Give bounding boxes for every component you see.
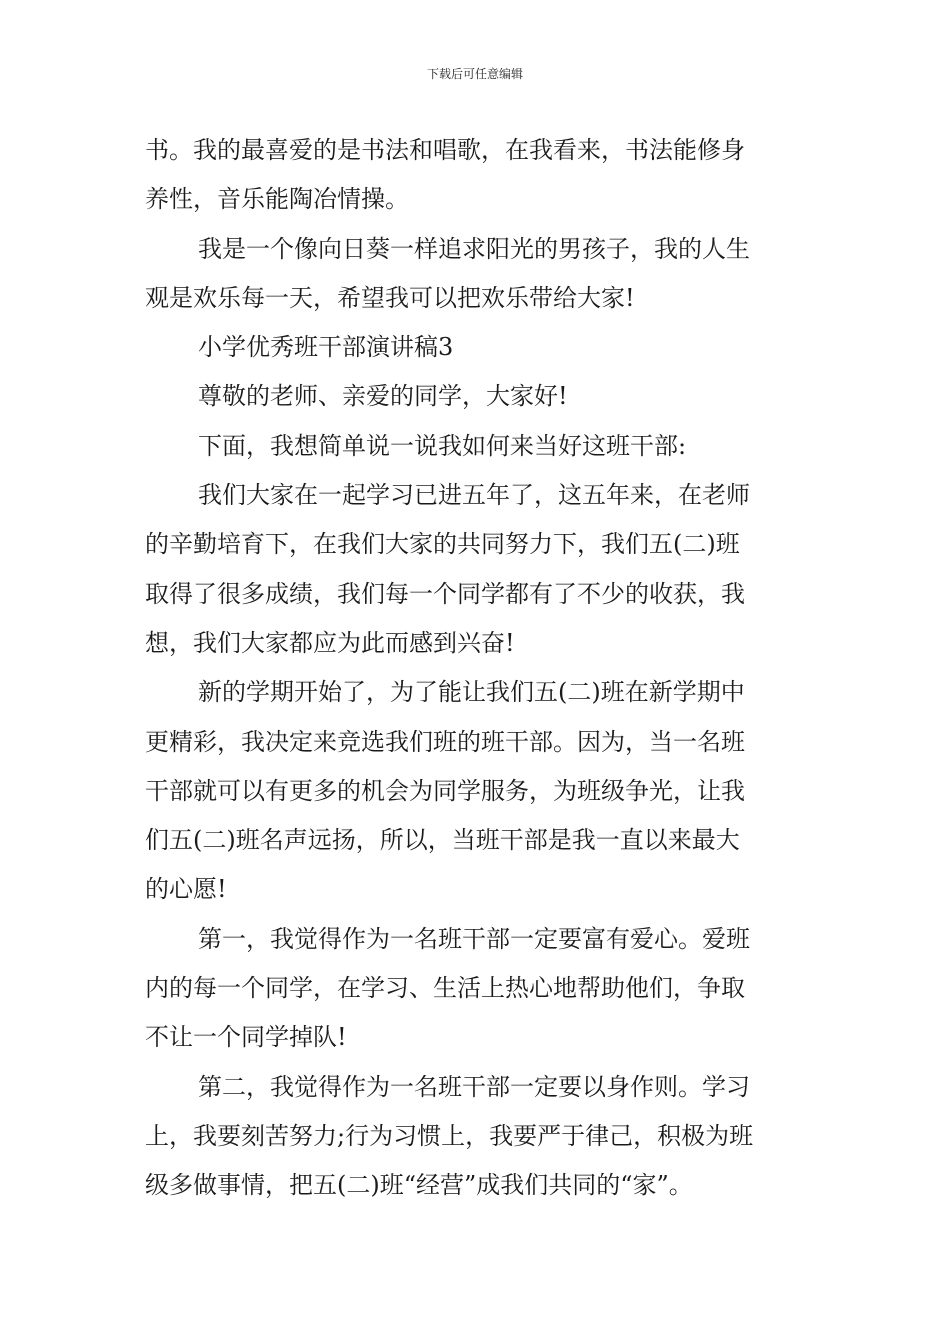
paragraph: [145, 422, 813, 471]
text-line: 取得了很多成绩，我们每一个同学都有了不少的收获，我: [145, 579, 745, 608]
text-line: 第一，我觉得作为一名班干部一定要富有爱心。爱班: [198, 924, 750, 953]
text-line: 小学优秀班干部演讲稿3: [198, 333, 454, 362]
text-line: 新的学期开始了，为了能让我们五(二)班在新学期中: [198, 678, 745, 707]
paragraph: [145, 668, 813, 914]
paragraph: [145, 225, 813, 324]
text-line: 不让一个同学掉队!: [145, 1023, 347, 1052]
page-header: 下载后可任意编辑: [426, 67, 523, 81]
greeting: [145, 372, 813, 421]
text-line: 尊敬的老师、亲爱的同学，大家好!: [198, 382, 568, 411]
paragraph: [145, 471, 813, 668]
paragraph: [145, 1063, 813, 1211]
text-line: 内的每一个同学，在学习、生活上热心地帮助他们，争取: [145, 974, 745, 1003]
text-line: 的心愿!: [145, 875, 227, 904]
paragraph: [145, 915, 813, 1063]
section-title: [145, 323, 813, 372]
text-line: 养性，音乐能陶冶情操。: [145, 185, 409, 214]
paragraph: [145, 126, 813, 225]
text-line: 的辛勤培育下，在我们大家的共同努力下，我们五(二)班: [145, 530, 740, 559]
document-body: [145, 126, 813, 1211]
text-line: 下面，我想简单说一说我如何来当好这班干部:: [198, 431, 687, 460]
text-line: 们五(二)班名声远扬，所以，当班干部是我一直以来最大: [145, 826, 740, 855]
text-line: 上，我要刻苦努力;行为习惯上，我要严于律己，积极为班: [145, 1121, 754, 1150]
text-line: 书。我的最喜爱的是书法和唱歌，在我看来，书法能修身: [145, 136, 745, 164]
text-line: 我是一个像向日葵一样追求阳光的男孩子，我的人生: [198, 234, 750, 263]
text-line: 干部就可以有更多的机会为同学服务，为班级争光，让我: [145, 776, 745, 805]
text-line: 想，我们大家都应为此而感到兴奋!: [145, 628, 515, 657]
text-line: 我们大家在一起学习已进五年了，这五年来，在老师: [198, 481, 750, 510]
text-line: 观是欢乐每一天，希望我可以把欢乐带给大家!: [145, 283, 635, 312]
text-line: 更精彩，我决定来竞选我们班的班干部。因为，当一名班: [145, 727, 745, 756]
text-line: 级多做事情，把五(二)班“经营”成我们共同的“家”。: [145, 1171, 693, 1200]
text-line: 第二，我觉得作为一名班干部一定要以身作则。学习: [198, 1072, 750, 1101]
